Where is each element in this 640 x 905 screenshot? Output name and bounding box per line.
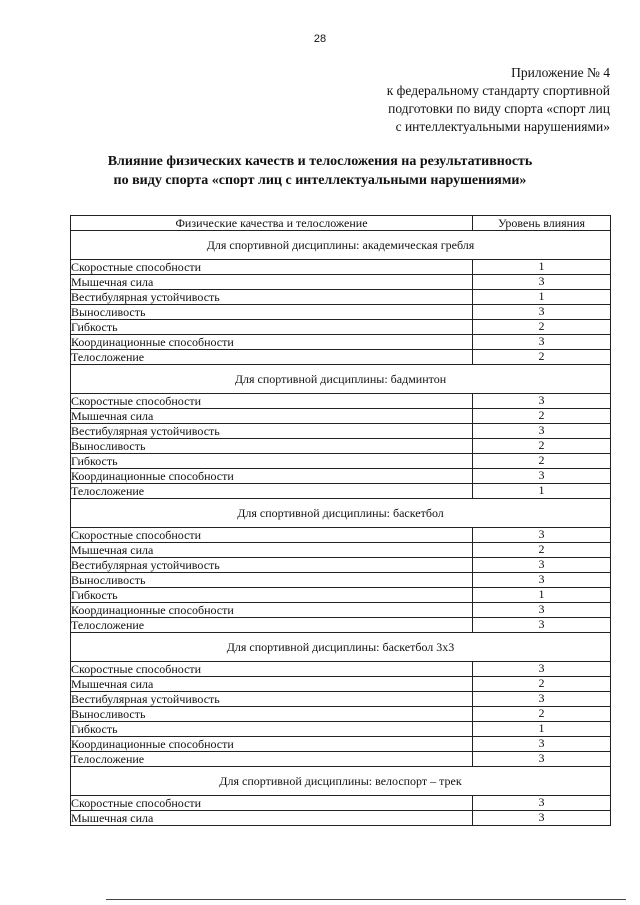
level-cell: 2 — [473, 677, 611, 692]
level-cell: 2 — [473, 454, 611, 469]
level-cell: 2 — [473, 409, 611, 424]
level-cell: 2 — [473, 707, 611, 722]
level-cell: 3 — [473, 618, 611, 633]
level-cell: 3 — [473, 662, 611, 677]
level-cell: 2 — [473, 320, 611, 335]
quality-cell: Координационные способности — [71, 737, 473, 752]
quality-cell: Телосложение — [71, 484, 473, 499]
table-row — [71, 722, 611, 737]
quality-cell: Телосложение — [71, 752, 473, 767]
level-cell: 3 — [473, 528, 611, 543]
table-row — [71, 260, 611, 275]
quality-cell: Мышечная сила — [71, 811, 473, 826]
table-row — [71, 573, 611, 588]
table-body — [71, 231, 611, 826]
table-row — [71, 290, 611, 305]
quality-cell: Координационные способности — [71, 335, 473, 350]
table-row — [71, 677, 611, 692]
table-row — [71, 692, 611, 707]
level-cell: 3 — [473, 573, 611, 588]
table-row — [71, 409, 611, 424]
section-title: Для спортивной дисциплины: велоспорт – трек — [71, 767, 611, 796]
level-cell: 3 — [473, 737, 611, 752]
quality-cell: Гибкость — [71, 722, 473, 737]
quality-cell: Вестибулярная устойчивость — [71, 692, 473, 707]
section-header-row — [71, 633, 611, 662]
table-row — [71, 320, 611, 335]
table-row — [71, 811, 611, 826]
section-title: Для спортивной дисциплины: академическая гребля — [71, 231, 611, 260]
section-header-row — [71, 365, 611, 394]
table-row — [71, 305, 611, 320]
level-cell: 3 — [473, 469, 611, 484]
table-row — [71, 752, 611, 767]
level-cell: 3 — [473, 752, 611, 767]
quality-cell: Координационные способности — [71, 603, 473, 618]
page-bottom-line — [106, 899, 626, 900]
quality-cell: Скоростные способности — [71, 394, 473, 409]
level-cell: 3 — [473, 394, 611, 409]
appendix-line: к федеральному стандарту спортивной — [386, 83, 610, 98]
level-cell: 3 — [473, 796, 611, 811]
header-quality: Физические качества и телосложение — [71, 216, 473, 231]
table-row — [71, 707, 611, 722]
quality-cell: Выносливость — [71, 439, 473, 454]
table-row — [71, 558, 611, 573]
level-cell: 1 — [473, 484, 611, 499]
appendix-line: подготовки по виду спорта «спорт лиц — [388, 101, 610, 116]
level-cell: 1 — [473, 588, 611, 603]
level-cell: 3 — [473, 275, 611, 290]
table-row — [71, 394, 611, 409]
table-row — [71, 424, 611, 439]
quality-cell: Гибкость — [71, 320, 473, 335]
level-cell: 3 — [473, 424, 611, 439]
page-number: 28 — [313, 33, 327, 45]
appendix-note — [387, 64, 610, 136]
quality-cell: Мышечная сила — [71, 275, 473, 290]
table-row — [71, 454, 611, 469]
table-row — [71, 737, 611, 752]
table-header-row — [71, 216, 611, 231]
title-line: по виду спорта «спорт лиц с интеллектуальными нарушениями» — [113, 173, 527, 188]
table-row — [71, 350, 611, 365]
quality-cell: Гибкость — [71, 588, 473, 603]
quality-cell: Выносливость — [71, 573, 473, 588]
level-cell: 1 — [473, 290, 611, 305]
level-cell: 1 — [473, 260, 611, 275]
appendix-line: Приложение № 4 — [511, 65, 610, 80]
quality-cell: Скоростные способности — [71, 260, 473, 275]
level-cell: 3 — [473, 558, 611, 573]
section-header-row — [71, 767, 611, 796]
quality-cell: Скоростные способности — [71, 528, 473, 543]
table-row — [71, 588, 611, 603]
level-cell: 2 — [473, 543, 611, 558]
level-cell: 3 — [473, 692, 611, 707]
table-row — [71, 796, 611, 811]
table-row — [71, 469, 611, 484]
quality-cell: Вестибулярная устойчивость — [71, 424, 473, 439]
quality-cell: Координационные способности — [71, 469, 473, 484]
level-cell: 3 — [473, 811, 611, 826]
quality-cell: Гибкость — [71, 454, 473, 469]
level-cell: 3 — [473, 335, 611, 350]
influence-table — [70, 215, 611, 826]
table-row — [71, 603, 611, 618]
document-title — [0, 152, 640, 190]
table-row — [71, 543, 611, 558]
section-header-row — [71, 231, 611, 260]
section-header-row — [71, 499, 611, 528]
quality-cell: Вестибулярная устойчивость — [71, 290, 473, 305]
quality-cell: Скоростные способности — [71, 796, 473, 811]
quality-cell: Скоростные способности — [71, 662, 473, 677]
table-row — [71, 439, 611, 454]
table-row — [71, 484, 611, 499]
quality-cell: Телосложение — [71, 350, 473, 365]
table-row — [71, 275, 611, 290]
quality-cell: Мышечная сила — [71, 677, 473, 692]
section-title: Для спортивной дисциплины: баскетбол — [71, 499, 611, 528]
quality-cell: Телосложение — [71, 618, 473, 633]
quality-cell: Мышечная сила — [71, 543, 473, 558]
table-row — [71, 528, 611, 543]
level-cell: 3 — [473, 305, 611, 320]
appendix-line: с интеллектуальными нарушениями» — [395, 119, 610, 134]
header-level: Уровень влияния — [473, 216, 611, 231]
quality-cell: Вестибулярная устойчивость — [71, 558, 473, 573]
section-title: Для спортивной дисциплины: бадминтон — [71, 365, 611, 394]
level-cell: 1 — [473, 722, 611, 737]
level-cell: 3 — [473, 603, 611, 618]
level-cell: 2 — [473, 350, 611, 365]
quality-cell: Выносливость — [71, 707, 473, 722]
quality-cell: Мышечная сила — [71, 409, 473, 424]
table-row — [71, 618, 611, 633]
section-title: Для спортивной дисциплины: баскетбол 3х3 — [71, 633, 611, 662]
level-cell: 2 — [473, 439, 611, 454]
table-row — [71, 335, 611, 350]
table-row — [71, 662, 611, 677]
quality-cell: Выносливость — [71, 305, 473, 320]
title-line: Влияние физических качеств и телосложения на результативность — [107, 154, 533, 169]
